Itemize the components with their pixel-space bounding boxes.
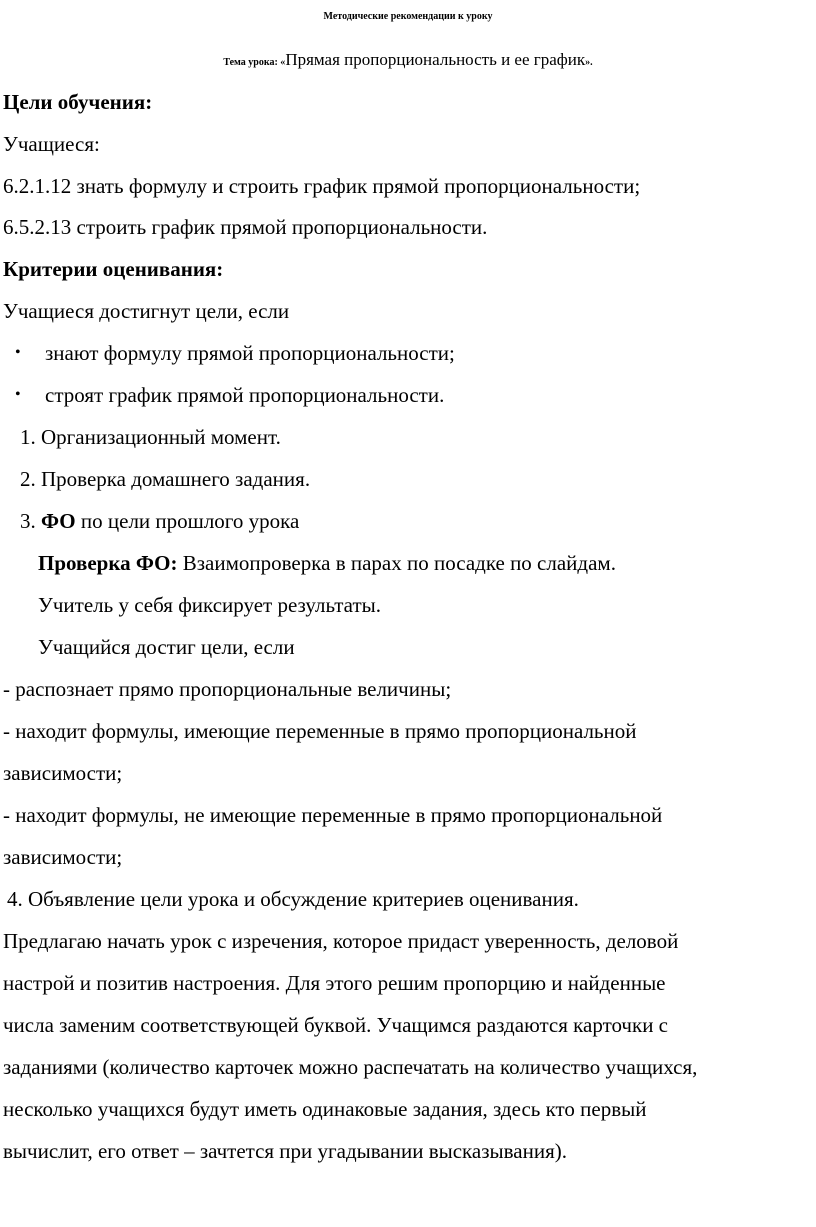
paragraph-line: вычислит, его ответ – зачтется при угадывании высказывания). bbox=[3, 1139, 567, 1163]
criteria-intro: Учащиеся достигнут цели, если bbox=[3, 299, 290, 323]
step-4: 4. Объявление цели урока и обсуждение критериев оценивания. bbox=[7, 887, 579, 911]
goals-heading: Цели обучения: bbox=[3, 90, 153, 114]
paragraph-line: настрой и позитив настроения. Для этого решим пропорцию и найденные bbox=[3, 971, 666, 995]
teacher-line: Учитель у себя фиксирует результаты. bbox=[38, 593, 381, 617]
dash-item-3-cont: зависимости; bbox=[3, 845, 123, 869]
step-3-text: по цели прошлого урока bbox=[75, 509, 300, 533]
dash-item-2-cont: зависимости; bbox=[3, 761, 123, 785]
step-3-fo: ФО bbox=[41, 509, 76, 533]
paragraph-line: заданиями (количество карточек можно распечатать на количество учащихся, bbox=[3, 1055, 698, 1079]
topic-label: Тема урока: « bbox=[223, 57, 286, 68]
dash-item-3: - находит формулы, не имеющие переменные в прямо пропорциональной bbox=[3, 803, 663, 827]
paragraph-line: числа заменим соответствующей буквой. Учащимся раздаются карточки с bbox=[3, 1013, 668, 1037]
step-3 bbox=[20, 508, 299, 534]
lesson-topic bbox=[0, 47, 816, 76]
document-title: Методические рекомендации к уроку bbox=[323, 11, 493, 22]
students-label: Учащиеся: bbox=[3, 132, 100, 156]
student-goal-line: Учащийся достиг цели, если bbox=[38, 635, 295, 659]
goal-item-1: 6.2.1.12 знать формулу и строить график прямой пропорциональности; bbox=[3, 174, 641, 198]
goal-item-2: 6.5.2.13 строить график прямой пропорциональности. bbox=[3, 215, 488, 239]
topic-text: Прямая пропорциональность и ее график bbox=[285, 50, 586, 69]
criteria-item-1: знают формулу прямой пропорциональности; bbox=[45, 341, 455, 365]
criteria-heading: Критерии оценивания: bbox=[3, 257, 224, 281]
step-3-number: 3. bbox=[20, 509, 41, 533]
dash-item-1: - распознает прямо пропорциональные величины; bbox=[3, 677, 452, 701]
step-2: 2. Проверка домашнего задания. bbox=[20, 467, 311, 491]
fo-check-line bbox=[38, 550, 616, 576]
bullet-icon: • bbox=[15, 386, 21, 403]
step-1: 1. Организационный момент. bbox=[20, 425, 281, 449]
topic-close: ». bbox=[585, 57, 593, 68]
criteria-item-2: строят график прямой пропорциональности. bbox=[45, 383, 445, 407]
bullet-icon: • bbox=[15, 344, 21, 361]
fo-check-text: Взаимопроверка в парах по посадке по слайдам. bbox=[177, 551, 616, 575]
fo-check-label: Проверка ФО: bbox=[38, 551, 178, 575]
paragraph-line: Предлагаю начать урок с изречения, которое придаст уверенность, деловой bbox=[3, 929, 679, 953]
dash-item-2: - находит формулы, имеющие переменные в прямо пропорциональной bbox=[3, 719, 637, 743]
paragraph-line: несколько учащихся будут иметь одинаковые задания, здесь кто первый bbox=[3, 1097, 647, 1121]
